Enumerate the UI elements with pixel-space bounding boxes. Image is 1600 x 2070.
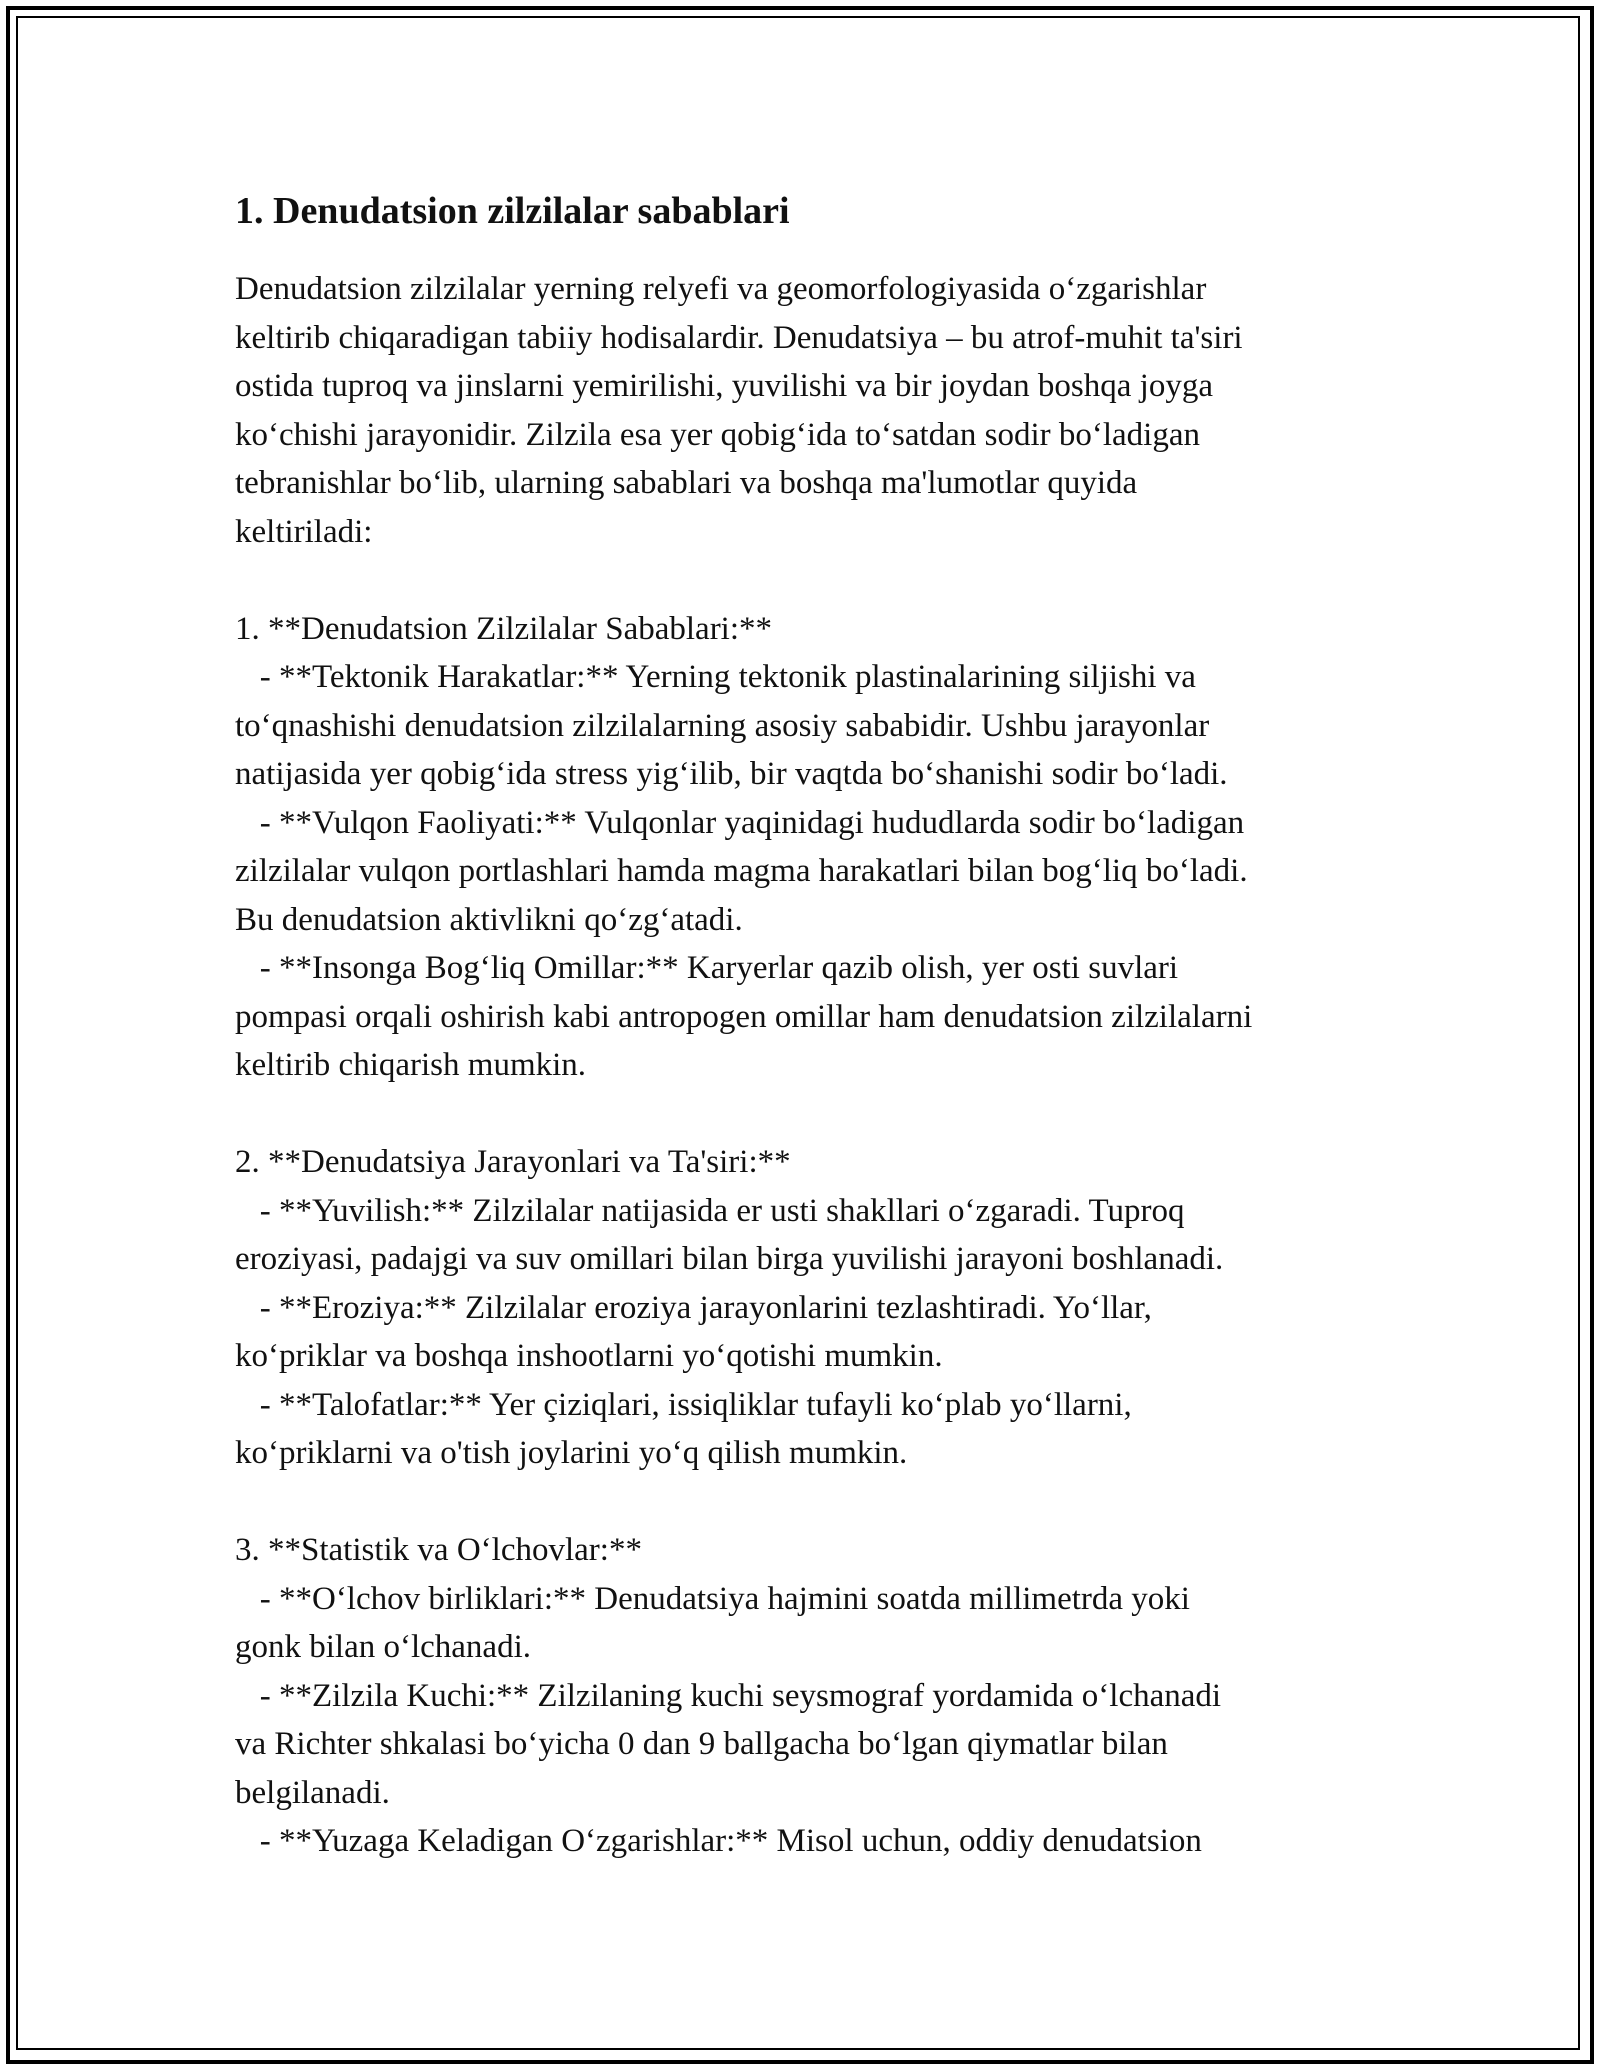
section-title: 3. **Statistik va O‘lchovlar:** (235, 1532, 642, 1568)
section-line: ko‘priklarni va o'tish joylarini yo‘q qilish mumkin. (235, 1435, 908, 1471)
intro-line: ko‘chishi jarayonidir. Zilzila esa yer qobig‘ida to‘satdan sodir bo‘ladigan (235, 416, 1200, 453)
document-body (235, 185, 1385, 1866)
section-line: eroziyasi, padajgi va suv omillari bilan birga yuvilishi jarayoni boshlanadi. (235, 1241, 1224, 1277)
section-causes (235, 605, 1385, 1090)
section-line: gonk bilan o‘lchanadi. (235, 1629, 532, 1665)
section-line: natijasida yer qobig‘ida stress yig‘ilib, bir vaqtda bo‘shanishi sodir bo‘ladi. (235, 756, 1228, 792)
intro-paragraph (235, 265, 1385, 556)
intro-line: ostida tuproq va jinslarni yemirilishi, yuvilishi va bir joydan boshqa joyga (235, 368, 1213, 404)
paragraph-gap (235, 1478, 1385, 1527)
document-heading: 1. Denudatsion zilzilalar sabablari (235, 190, 790, 232)
section-line: - **Talofatlar:** Yer çiziqlari, issiqliklar tufayli ko‘plab yo‘llarni, (235, 1386, 1132, 1423)
paragraph-gap (235, 1090, 1385, 1139)
section-line: - **Yuvilish:** Zilzilalar natijasida er usti shakllari o‘zgaradi. Tuproq (235, 1192, 1185, 1229)
section-line: - **Eroziya:** Zilzilalar eroziya jarayonlarini tezlashtiradi. Yo‘llar, (235, 1289, 1152, 1326)
section-line: to‘qnashishi denudatsion zilzilalarning asosiy sababidir. Ushbu jarayonlar (235, 707, 1210, 744)
section-title: 2. **Denudatsiya Jarayonlari va Ta'siri:** (235, 1144, 791, 1180)
section-line: - **O‘lchov birliklari:** Denudatsiya hajmini soatda millimetrda yoki (235, 1580, 1190, 1617)
section-line: va Richter shkalasi bo‘yicha 0 dan 9 ballgacha bo‘lgan qiymatlar bilan (235, 1726, 1168, 1762)
section-processes (235, 1138, 1385, 1478)
section-line: zilzilalar vulqon portlashlari hamda magma harakatlari bilan bog‘liq bo‘ladi. (235, 853, 1248, 889)
intro-line: Denudatsion zilzilalar yerning relyefi va geomorfologiyasida o‘zgarishlar (235, 271, 1207, 307)
section-title: 1. **Denudatsion Zilzilalar Sabablari:** (235, 610, 773, 647)
section-statistics (235, 1526, 1385, 1866)
section-line: - **Yuzaga Keladigan O‘zgarishlar:** Misol uchun, oddiy denudatsion (235, 1823, 1202, 1859)
section-line: belgilanadi. (235, 1774, 390, 1811)
section-line: pompasi orqali oshirish kabi antropogen omillar ham denudatsion zilzilalarni (235, 998, 1253, 1035)
section-line: - **Insonga Bog‘liq Omillar:** Karyerlar qazib olish, yer osti suvlari (235, 950, 1179, 986)
section-line: keltirib chiqarish mumkin. (235, 1047, 587, 1083)
intro-line: keltirib chiqaradigan tabiiy hodisalardir. Denudatsiya – bu atrof-muhit ta'siri (235, 319, 1243, 356)
section-line: - **Zilzila Kuchi:** Zilzilaning kuchi seysmograf yordamida o‘lchanadi (235, 1677, 1222, 1714)
section-line: - **Vulqon Faoliyati:** Vulqonlar yaqinidagi hududlarda sodir bo‘ladigan (235, 804, 1245, 841)
section-line: ko‘priklar va boshqa inshootlarni yo‘qotishi mumkin. (235, 1338, 943, 1374)
paragraph-gap (235, 556, 1385, 605)
section-line: Bu denudatsion aktivlikni qo‘zg‘atadi. (235, 901, 743, 938)
section-line: - **Tektonik Harakatlar:** Yerning tektonik plastinalarining siljishi va (235, 659, 1196, 695)
intro-line: keltiriladi: (235, 513, 373, 550)
intro-line: tebranishlar bo‘lib, ularning sabablari va boshqa ma'lumotlar quyida (235, 465, 1138, 501)
